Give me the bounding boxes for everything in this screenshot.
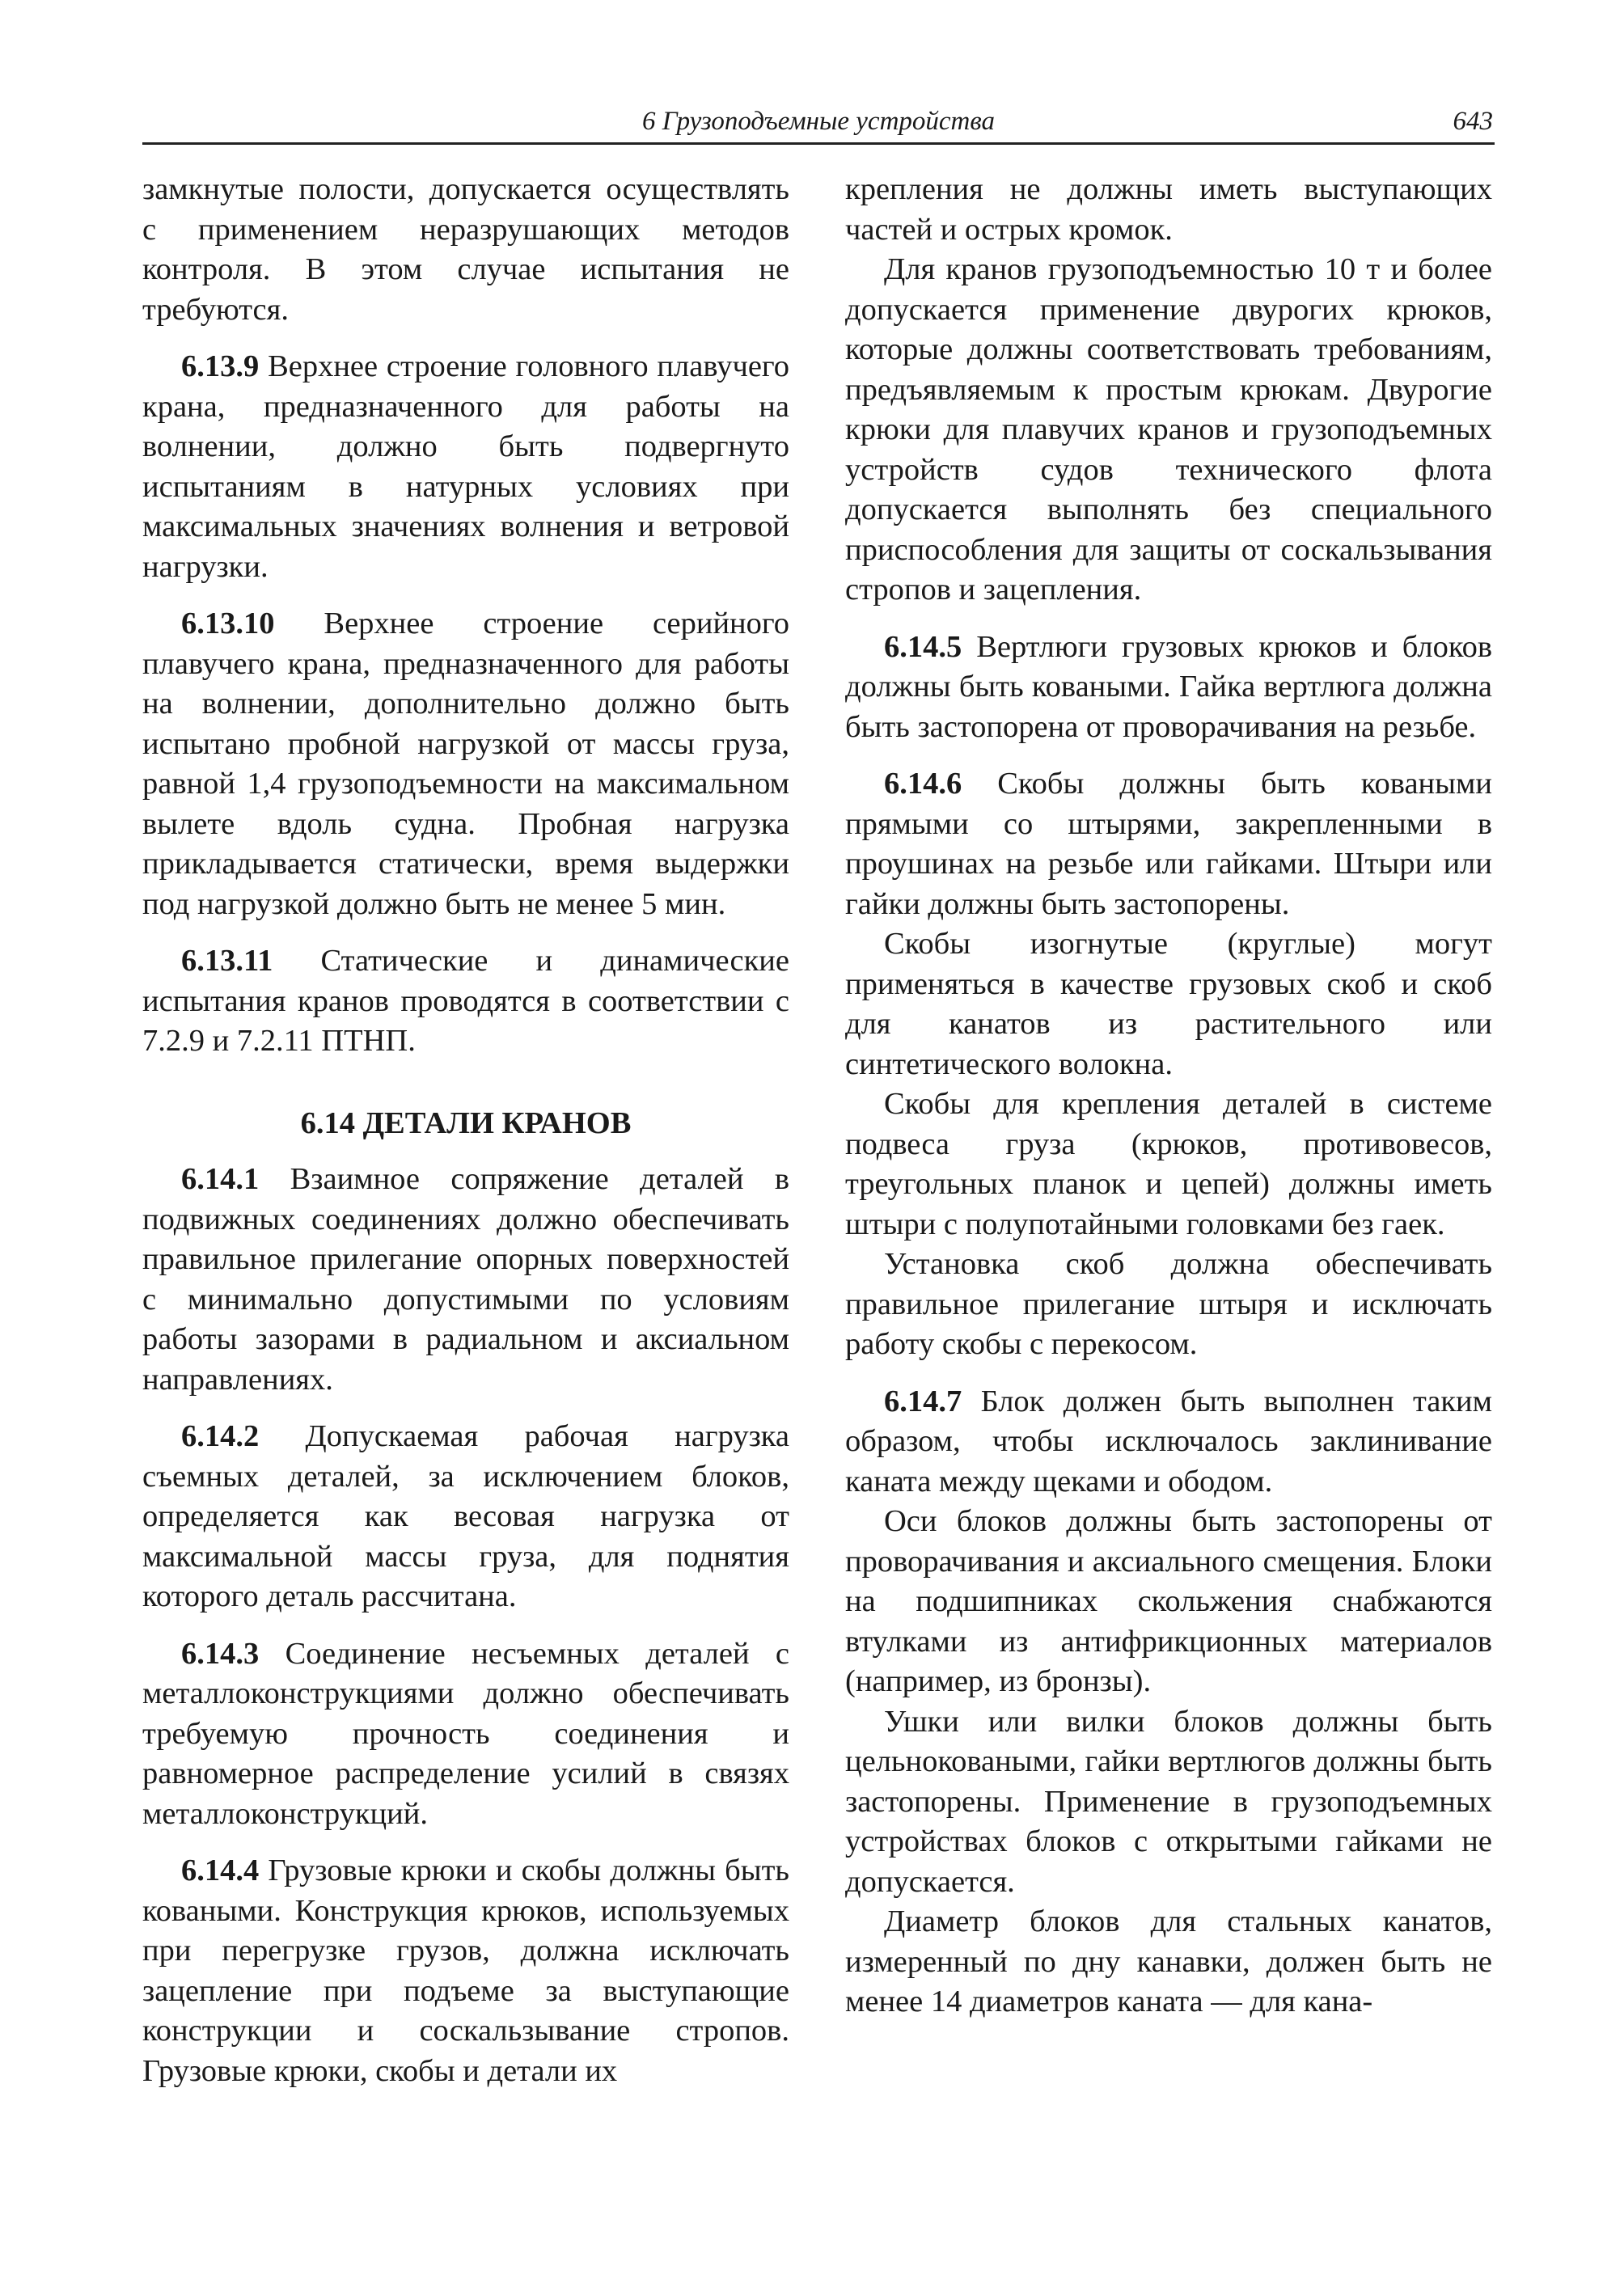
paragraph-text: Верхнее строение серийного плавучего крана, предназначенного для работы на волнении, дополнительно должно быть испытано пробной нагрузкой от массы груза, равной 1,4 грузоподъемности на максимальном вылете вдоль судна. Пробная нагрузка прикладывается статически, время выдержки под нагрузкой должно быть не менее 5 мин. [142,607,789,921]
clause-number: 6.13.10 [181,607,275,640]
paragraph [142,1634,789,1835]
paragraph [845,170,1492,250]
paragraph [845,250,1492,611]
paragraph [142,1851,789,2091]
right-column [845,170,1492,2023]
paragraph-text: Соединение несъемных деталей с металлоконструкциями должно обеспечивать требуемую прочность соединения и равномерное распределение усилий в связях металлоконструкций. [142,1636,789,1831]
page-number: 643 [1453,107,1493,136]
paragraph [142,604,789,924]
page-header [142,104,1495,145]
clause-number: 6.14.4 [181,1854,260,1887]
paragraph-text: Верхнее строение головного плавучего крана, предназначенного для работы на волнении, должно быть подвергнуто испытаниям в натурных условиях при максимальных значениях волнения и ветровой нагрузки. [142,349,789,584]
paragraph-text: Грузовые крюки и скобы должны быть коваными. Конструкция крюков, используемых при перегрузке грузов, должна исключать зацепление при подъеме за выступающие конструкции и соскальзывание стропов. Грузовые крюки, скобы и детали их [142,1854,789,2088]
clause-number: 6.14.2 [181,1419,260,1453]
paragraph-text: Взаимное сопряжение деталей в подвижных соединениях должно обеспечивать правильное прилегание опорных поверхностей с минимально допустимыми по условиям работы зазорами в радиальном и аксиальном направлениях. [142,1162,789,1397]
paragraph [845,924,1492,1084]
paragraph-text: крепления не должны иметь выступающих частей и острых кромок. [845,172,1492,247]
clause-number: 6.14.7 [884,1384,962,1418]
paragraph [845,1084,1492,1245]
paragraph-text: Диаметр блоков для стальных канатов, измеренный по дну канавки, должен быть не менее 14 диаметров каната — для кана- [845,1904,1492,2018]
paragraph [142,1160,789,1400]
paragraph [845,1245,1492,1365]
paragraph-text: Блок должен быть выполнен таким образом, чтобы исключалось заклинивание каната между щеками и ободом. [845,1384,1492,1498]
clause-number: 6.13.11 [181,944,273,978]
paragraph [845,1502,1492,1702]
clause-number: 6.14.3 [181,1636,260,1671]
paragraph [845,1902,1492,2023]
clause-number: 6.14.5 [884,629,962,664]
paragraph-text: Допускаемая рабочая нагрузка съемных деталей, за исключением блоков, определяется как весовая нагрузка от максимальной массы груза, для поднятия которого деталь рассчитана. [142,1419,789,1613]
left-column [142,170,789,2108]
paragraph-text: Ушки или вилки блоков должны быть цельноковаными, гайки вертлюгов должны быть застопорены. Применение в грузоподъемных устройствах блоков с открытыми гайками не допускается. [845,1704,1492,1899]
section-heading: 6.14 ДЕТАЛИ КРАНОВ [300,1105,632,1140]
paragraph [845,628,1492,748]
paragraph-text: Вертлюги грузовых крюков и блоков должны быть коваными. Гайка вертлюга должна быть застопорена от проворачивания на резьбе. [845,629,1492,744]
paragraph-text: Оси блоков должны быть застопорены от проворачивания и аксиального смещения. Блоки на подшипниках скольжения снабжаются втулками из антифрикционных материалов (например, из бронзы). [845,1504,1492,1698]
paragraph [845,1702,1492,1903]
paragraph-text: Скобы для крепления деталей в системе подвеса груза (крюков, противовесов, треугольных планок и цепей) должны иметь штыри с полупотайными головками без гаек. [845,1087,1492,1241]
paragraph-text: Установка скоб должна обеспечивать правильное прилегание штыря и исключать работу скобы с перекосом. [845,1247,1492,1361]
paragraph-text: Скобы должны быть коваными прямыми со штырями, закрепленными в проушинах на резьбе или гайками. Штыри или гайки должны быть застопорены. [845,767,1492,921]
paragraph-text: Для кранов грузоподъемностью 10 т и более допускается применение двурогих крюков, которые должны соответствовать требованиям, предъявляемым к простым крюкам. Двурогие крюки для плавучих кранов и грузоподъемных устройств судов технического флота допускается выполнять без специального приспособления для защиты от соскальзывания стропов и зацепления. [845,252,1492,607]
paragraph [845,764,1492,924]
clause-number: 6.13.9 [181,349,260,383]
paragraph [142,1417,789,1617]
paragraph-text: Статические и динамические испытания кранов проводятся в соответствии с 7.2.9 и 7.2.11 ПТНП. [142,944,789,1058]
paragraph-text: замкнутые полости, допускается осуществлять с применением неразрушающих методов контроля. В этом случае испытания не требуются. [142,172,789,327]
clause-number: 6.14.1 [181,1162,260,1196]
paragraph [845,1382,1492,1503]
running-title: 6 Грузоподъемные устройства [642,107,995,136]
paragraph-text: Скобы изогнутые (круглые) могут применяться в качестве грузовых скоб и скоб для канатов из растительного или синтетического волокна. [845,927,1492,1081]
paragraph [142,347,789,587]
paragraph [142,170,789,330]
clause-number: 6.14.6 [884,767,962,801]
paragraph [142,941,789,1062]
